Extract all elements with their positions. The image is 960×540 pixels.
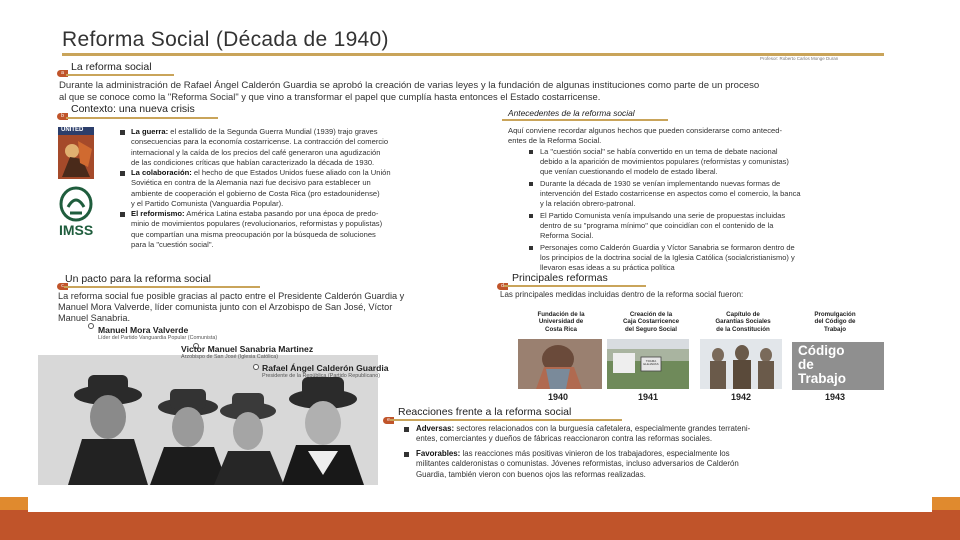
person-role: Arzobispo de San José (Iglesia Católica) bbox=[181, 354, 279, 360]
contexto-line: de las condiciones críticas que habían caracterizado la década de 1930. bbox=[131, 158, 375, 168]
contexto-term: El reformismo: bbox=[131, 209, 185, 218]
reaccion-text: sectores relacionados con la burguesía cafetalera, especialmente grandes terrateni- bbox=[456, 424, 751, 433]
antecedente-line: los principios de la doctrina social de la Iglesia Católica (socialcristianismo) y bbox=[540, 253, 795, 262]
imss-text: IMSS bbox=[59, 222, 94, 238]
reform-title-line: Capítulo de bbox=[726, 311, 760, 318]
bottom-band-right-accent bbox=[932, 497, 960, 510]
antecedente-line: intervención del Estado costarricense en aspectos como el comercio, la banca bbox=[540, 189, 801, 198]
bullet-marker bbox=[529, 150, 533, 154]
codigo-title-line: de bbox=[798, 357, 814, 372]
bullet-marker bbox=[120, 130, 125, 135]
ucr-photo bbox=[518, 339, 602, 389]
reform-title-line: Costa Rica bbox=[545, 325, 577, 333]
reform-title-line: Fundación de la bbox=[537, 311, 585, 318]
document-sheet bbox=[28, 0, 932, 512]
contexto-line: minio de movimientos populares (revolucionarios, reformistas y populistas) bbox=[131, 219, 383, 229]
reaccion-line bbox=[416, 449, 730, 459]
section-rule bbox=[64, 286, 260, 288]
bullet-marker bbox=[120, 212, 125, 217]
person-name: Rafael Ángel Calderón Guardia bbox=[262, 363, 389, 373]
reform-title-line: de la Constitución bbox=[716, 325, 770, 333]
person-name: Manuel Mora Valverde bbox=[98, 325, 189, 335]
antecedente-line: dentro de su "programa mínimo" que coincidían con el contenido de la bbox=[540, 221, 774, 230]
bullet-marker bbox=[529, 246, 533, 250]
person-role: Líder del Partido Vanguardia Popular (Comunista) bbox=[98, 335, 218, 341]
person-name: Victor Manuel Sanabria Martinez bbox=[181, 344, 314, 354]
reaccion-line: Guardia, también vieron con buenos ojos las reformas realizadas. bbox=[416, 469, 646, 479]
reaccion-line bbox=[416, 424, 750, 434]
ccss-photo bbox=[607, 339, 689, 389]
section-rule bbox=[66, 74, 174, 76]
antecedentes-intro: entes de la Reforma Social. bbox=[508, 136, 602, 145]
section-badge: a bbox=[57, 70, 68, 77]
antecedente-line: El Partido Comunista venía impulsando una serie de propuestas incluidas bbox=[540, 211, 786, 220]
bottom-band bbox=[0, 510, 960, 540]
contexto-line bbox=[131, 127, 378, 137]
pacto-line: Manuel Sanabria. bbox=[58, 313, 131, 323]
bullet-marker bbox=[404, 427, 409, 432]
reform-title-line: Garantías Sociales bbox=[715, 318, 771, 326]
poster-title: UNITED bbox=[61, 127, 84, 133]
contexto-text: América Latina estaba pasando por una época de predo- bbox=[186, 209, 379, 218]
section-heading-contexto: Contexto: una nueva crisis bbox=[71, 103, 195, 115]
reform-title-line: Trabajo bbox=[823, 325, 846, 333]
reaccion-line: entes, comerciantes y dueños de fábricas reaccionaron contra las reformas sociales. bbox=[416, 434, 713, 444]
reform-year: 1940 bbox=[548, 392, 569, 402]
ucr-photo-illustration bbox=[518, 339, 602, 389]
section-rule bbox=[502, 119, 668, 121]
contexto-line: ambiente de cooperación el gobierno de Costa Rica (pro estadounidense) bbox=[131, 188, 380, 198]
bullet-marker bbox=[404, 452, 409, 457]
antecedente-line: La "cuestión social" se había convertido en un tema de debate nacional bbox=[540, 147, 778, 156]
antecedente-line: que venían cuestionando el modelo de estado liberal. bbox=[540, 167, 718, 176]
antecedentes-intro: Aquí conviene recordar algunos hechos que pueden considerarse como anteced- bbox=[508, 126, 782, 135]
contexto-line: consecuencias para la economía costarricense. La contracción del comercio bbox=[131, 137, 389, 147]
united-poster-image bbox=[58, 127, 94, 179]
person-marker bbox=[88, 323, 94, 329]
sign-text: TRAMA ELEJARAS bbox=[643, 359, 659, 367]
antecedente-line: debido a la aparición de movimientos populares (reformistas y comunistas) bbox=[540, 157, 789, 166]
contexto-text: el estallido de la Segunda Guerra Mundial (1939) trajo graves bbox=[170, 127, 378, 136]
contexto-term: La colaboración: bbox=[131, 168, 192, 177]
section-badge: e bbox=[383, 417, 394, 424]
section-rule bbox=[390, 419, 622, 421]
reform-year: 1943 bbox=[825, 392, 846, 402]
person-marker bbox=[253, 364, 259, 370]
section-heading-pacto: Un pacto para la reforma social bbox=[65, 273, 211, 285]
reformas-intro: Las principales medidas incluidas dentro de la reforma social fueron: bbox=[500, 290, 744, 299]
reform-title-line: Caja Costarricence bbox=[622, 318, 680, 326]
antecedente-line: llevaron esas ideas a su práctica política bbox=[540, 263, 675, 272]
section-heading-reformas: Principales reformas bbox=[512, 272, 608, 284]
codigo-trabajo-image bbox=[792, 342, 884, 390]
garantias-photo-illustration bbox=[700, 339, 782, 389]
pacto-line: La reforma social fue posible gracias al pacto entre el Presidente Calderón Guardia y bbox=[58, 291, 405, 301]
imss-emblem bbox=[58, 185, 94, 225]
section-badge: c bbox=[57, 283, 68, 290]
pacto-line: Manuel Mora Valverde, líder comunista junto con el Arzobispo de San José, Víctor bbox=[58, 302, 393, 312]
antecedente-line: Reforma Social. bbox=[540, 231, 594, 240]
reaccion-text: las reacciones más positivas vinieron de los trabajadores, especialmente los bbox=[462, 449, 730, 458]
antecedente-line: y la relación obrero-patronal. bbox=[540, 199, 636, 208]
section-rule bbox=[66, 117, 218, 119]
person-role: Presidente de la República (Partido Republicano) bbox=[262, 373, 381, 379]
section-badge: b bbox=[57, 113, 68, 120]
contexto-term: La guerra: bbox=[131, 127, 169, 136]
contexto-line: y el Partido Comunista (Vanguardia Popular). bbox=[131, 199, 284, 209]
intro-line: al que se conoce como la "Reforma Social" y que vino a transformar el papel que cumplía hasta entonces el Estado costarricense. bbox=[59, 91, 601, 102]
codigo-title-line: Código bbox=[798, 343, 845, 358]
contexto-line: que compartían una misma preocupación por la búsqueda de soluciones bbox=[131, 229, 376, 239]
antecedente-line: Durante la década de 1930 se venían implementando nuevas formas de bbox=[540, 179, 781, 188]
author-credit: Profesor: Roberto Carlos Monge Duran bbox=[760, 56, 839, 61]
bullet-marker bbox=[120, 171, 125, 176]
reform-year: 1941 bbox=[638, 392, 659, 402]
reaccion-term: Adversas: bbox=[416, 424, 455, 433]
contexto-line: Soviética en contra de la Alemania nazi fue decisivo para establecer un bbox=[131, 178, 371, 188]
reaccion-line: militantes calderonistas o comunistas. Jóvenes reformistas, incluso adversarios de Calderón bbox=[416, 459, 739, 469]
section-heading-reacciones: Reacciones frente a la reforma social bbox=[398, 406, 572, 418]
garantias-photo bbox=[700, 339, 782, 389]
contexto-line bbox=[131, 168, 391, 178]
section-heading-antecedentes: Antecedentes de la reforma social bbox=[508, 108, 635, 118]
contexto-text: el hecho de que Estados Unidos fuese aliado con la Unión bbox=[193, 168, 391, 177]
contexto-line bbox=[131, 209, 378, 219]
section-heading-reforma-social: La reforma social bbox=[71, 61, 152, 73]
reform-title-line: del Código de bbox=[814, 318, 856, 326]
reform-title-line: Creación de la bbox=[629, 311, 673, 318]
reform-title-line: del Seguro Social bbox=[625, 325, 677, 333]
reaccion-term: Favorables: bbox=[416, 449, 461, 458]
antecedente-line: Personajes como Calderón Guardia y Víctor Sanabria se formaron dentro de bbox=[540, 243, 795, 252]
bullet-marker bbox=[529, 214, 533, 218]
contexto-line: internacional y la caída de los precios del café generaron una agudización bbox=[131, 147, 381, 157]
section-rule bbox=[504, 285, 646, 287]
imss-logo bbox=[58, 185, 94, 240]
reform-title-line: Promulgación bbox=[814, 311, 856, 318]
reform-title-line: Universidad de bbox=[538, 318, 584, 326]
reform-year: 1942 bbox=[731, 392, 752, 402]
bottom-band-left-accent bbox=[0, 497, 28, 510]
page-title: Reforma Social (Década de 1940) bbox=[62, 28, 389, 51]
poster-illustration bbox=[58, 127, 94, 179]
intro-line: Durante la administración de Rafael Ángel Calderón Guardia se aprobó la creación de varias leyes y la fundación de algunas instituciones como parte de un proceso bbox=[59, 80, 760, 91]
section-badge: d bbox=[497, 283, 508, 290]
codigo-title-line: Trabajo bbox=[798, 371, 847, 386]
contexto-line: para la "cuestión social". bbox=[131, 240, 214, 250]
bullet-marker bbox=[529, 182, 533, 186]
